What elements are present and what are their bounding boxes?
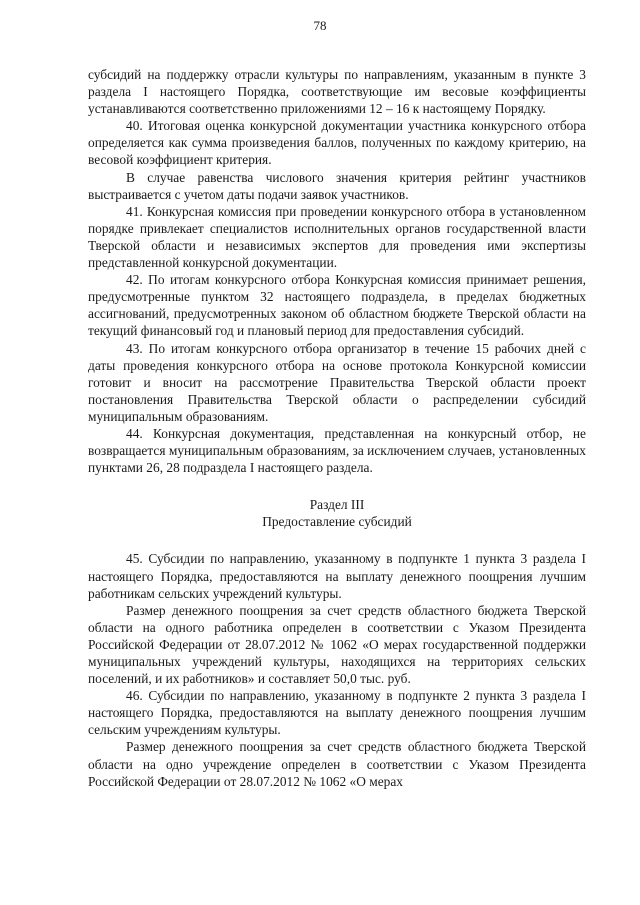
document-body [88,66,586,790]
paragraph-44: 44. Конкурсная документация, представленная на конкурсный отбор, не возвращается муниципальным образованиям, за исключением случаев, установленных пунктами 26, 28 подраздела I настоящего раздела. [88,425,586,476]
paragraph-45: 45. Субсидии по направлению, указанному в подпункте 1 пункта 3 раздела I настоящего Порядка, предоставляются на выплату денежного поощрения лучшим работникам сельских учреждений культуры. [88,551,586,601]
paragraph-42: 42. По итогам конкурсного отбора Конкурсная комиссия принимает решения, предусмотренные пунктом 32 настоящего подраздела, в пределах бюджетных ассигнований, предусмотренных законом об областном бюджете Тверской области на текущий финансовый год и плановый период для предоставления субсидий. [88,272,586,339]
paragraph-41: 41. Конкурсная комиссия при проведении конкурсного отбора в установленном порядке привлекает специалистов исполнительных органов государственной власти Тверской области и независимых экспертов для проведения ими экспертизы представленной конкурсной документации. [88,203,586,271]
section-number: Раздел III [309,497,365,513]
paragraph-43: 43. По итогам конкурсного отбора организатор в течение 15 рабочих дней с даты проведения конкурсного отбора на основе протокола Конкурсной комиссии готовит и вносит на рассмотрение Правительства Тверской области проект постановления Правительства Тверской области о распределении субсидий муниципальным образованиям. [88,340,586,424]
section-title: Предоставление субсидий [262,514,412,530]
paragraph-continuation: субсидий на поддержку отрасли культуры по направлениям, указанным в пункте 3 раздела I настоящего Порядка, соответствующие им весовые коэффициенты устанавливаются соответственно приложениями 12 – 16 к настоящему Порядку. [88,67,586,117]
paragraph-40: 40. Итоговая оценка конкурсной документации участника конкурсного отбора определяется как сумма произведения баллов, полученных по каждому критерию, на весовой коэффициент критерия. [88,118,586,168]
page-number: 78 [313,18,327,33]
paragraph-45-amount: Размер денежного поощрения за счет средств областного бюджета Тверской области на одного работника определен в соответствии с Указом Президента Российской Федерации от 28.07.2012 № 1062 «О мерах государственной поддержки муниципальных учреждений культуры, находящихся на территориях сельских поселений, и их работников» и составляет 50,0 тыс. руб. [88,602,586,687]
paragraph-46: 46. Субсидии по направлению, указанному в подпункте 2 пункта 3 раздела I настоящего Порядка, предоставляются на выплату денежного поощрения лучшим сельским учреждениям культуры. [88,688,586,738]
paragraph-40-tiebreak: В случае равенства числового значения критерия рейтинг участников выстраивается с учетом даты подачи заявок участников. [88,169,586,202]
paragraph-46-amount: Размер денежного поощрения за счет средств областного бюджета Тверской области на одно учреждение определен в соответствии с Указом Президента Российской Федерации от 28.07.2012 № 1062 «О мерах [88,739,586,789]
